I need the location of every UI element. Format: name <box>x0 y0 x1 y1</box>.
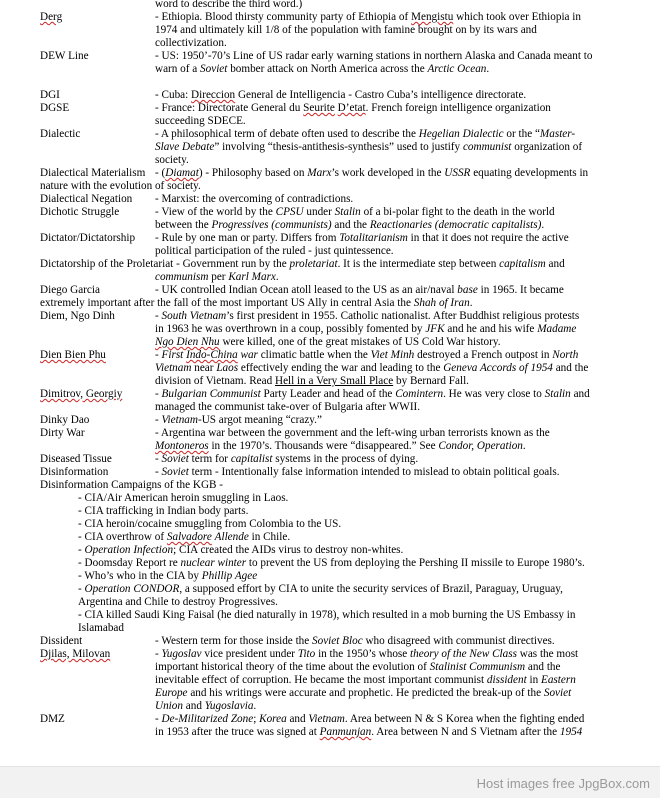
definition-text: collectivization. <box>155 37 227 49</box>
text-line <box>0 505 660 518</box>
text-line <box>0 726 660 739</box>
text-line <box>0 323 660 336</box>
glossary-term: Dictator/Dictatorship <box>40 232 136 244</box>
definition-text: Vietnam near Laos effectively ending the war and leading to the Geneva Accords of 1954 and the <box>155 362 589 374</box>
definition-text: Union and Yugoslavia. <box>155 700 257 712</box>
definition-text: word to describe the third word.) <box>155 0 303 10</box>
text-line <box>0 583 660 596</box>
text-line <box>0 141 660 154</box>
text-line <box>0 180 660 193</box>
glossary-term: DGSE <box>40 102 70 114</box>
text-line <box>0 635 660 648</box>
text-line <box>0 674 660 687</box>
definition-text: managed the communist take-over of Bulgaria after WWII. <box>155 401 421 413</box>
glossary-term: Diseased Tissue <box>40 453 112 465</box>
text-line <box>0 570 660 583</box>
definition-text: Montoneros in the 1970’s. Thousands were “disappeared.” See Condor, Operation. <box>155 440 526 452</box>
text-line <box>0 375 660 388</box>
text-line <box>0 466 660 479</box>
definition-text: political participation of the ruled - just quintessence. <box>155 245 394 257</box>
definition-text: - First Indo-China war climatic battle when the Viet Minh destroyed a French outpost in North <box>155 349 579 361</box>
text-line <box>0 362 660 375</box>
definition-text: in 1963 he was overthrown in a coup, possibly fomented by JFK and he and his wife Madame <box>155 323 577 335</box>
text-line <box>0 37 660 50</box>
glossary-term: Dirty War <box>40 427 85 439</box>
text-line <box>0 297 660 310</box>
definition-text: - Yugoslav vice president under Tito in the 1950’s whose theory of the New Class was the most <box>155 648 579 660</box>
definition-text: between the Progressives (communists) and the Reactionaries (democratic capitalists). <box>155 219 545 231</box>
definition-text: Islamabad <box>78 622 124 634</box>
text-line <box>0 414 660 427</box>
definition-text: - CIA/Air American heroin smuggling in Laos. <box>78 492 289 504</box>
definition-text: - South Vietnam’s first president in 1955. Catholic nationalist. After Buddhist religious protests <box>155 310 580 322</box>
text-line <box>0 388 660 401</box>
glossary-term: DMZ <box>40 713 65 725</box>
glossary-term: Djilas, Milovan <box>40 648 111 660</box>
glossary-term: Dissident <box>40 635 83 647</box>
footer-bar <box>0 766 660 798</box>
definition-text: inevitable effect of corruption. He became the most important communist dissident in Eastern <box>155 674 576 686</box>
definition-text: 1974 and ultimately kill 1/8 of the population with famine brought on by its wars and <box>155 24 537 36</box>
text-line <box>0 310 660 323</box>
text-line <box>0 427 660 440</box>
text-line <box>0 206 660 219</box>
definition-text: Dictatorship of the Proletariat - Government run by the proletariat. It is the intermediate step between capitalism and <box>40 258 565 270</box>
text-line <box>0 661 660 674</box>
text-line <box>0 531 660 544</box>
text-line <box>0 700 660 713</box>
definition-text: - Who’s who in the CIA by Phillip Agee <box>78 570 258 582</box>
definition-text: - Cuba: Direccion General de Intelligencia - Castro Cuba’s intelligence directorate. <box>155 89 527 101</box>
text-line <box>0 453 660 466</box>
definition-text: - Western term for those inside the Soviet Bloc who disagreed with communist directives. <box>155 635 555 647</box>
text-line <box>0 0 660 11</box>
text-line <box>0 102 660 115</box>
definition-text: division of Vietnam. Read Hell in a Very Small Place by Bernard Fall. <box>155 375 469 387</box>
definition-text: - Soviet term - Intentionally false information intended to mislead to obtain political goals. <box>155 466 560 478</box>
glossary-term: Diem, Ngo Dinh <box>40 310 115 322</box>
text-line <box>0 219 660 232</box>
text-line <box>0 128 660 141</box>
text-line <box>0 349 660 362</box>
definition-text: - Vietnam-US argot meaning “crazy.” <box>155 414 322 426</box>
definition-text: - Argentina war between the government and the left-wing urban terrorists known as the <box>155 427 550 439</box>
definition-text: - De-Militarized Zone; Korea and Vietnam. Area between N & S Korea when the fighting ended <box>155 713 585 725</box>
glossary-term: Diego Garcia <box>40 284 100 296</box>
text-line <box>0 401 660 414</box>
text-line <box>0 63 660 76</box>
definition-text: Argentina and Chile to destroy Progressives. <box>78 596 278 608</box>
text-line <box>0 596 660 609</box>
definition-text: Europe and his writings were accurate and prophetic. He predicted the break-up of the Soviet <box>155 687 572 699</box>
text-line <box>0 50 660 63</box>
definition-text: - (Diamat) - Philosophy based on Marx’s work developed in the USSR equating developments in <box>155 167 589 179</box>
text-line <box>0 167 660 180</box>
glossary-term: DEW Line <box>40 50 89 62</box>
definition-text: - CIA trafficking in Indian body parts. <box>78 505 249 517</box>
definition-text: nature with the evolution of society. <box>40 180 201 192</box>
text-line <box>0 284 660 297</box>
definition-text: - A philosophical term of debate often used to describe the Hegelian Dialectic or the “Master- <box>155 128 576 140</box>
text-line <box>0 336 660 349</box>
definition-text: - Ethiopia. Blood thirsty community party of Ethiopia of Mengistu which took over Ethiopia in <box>155 11 582 23</box>
definition-text: important historical theory of the time about the evolution of Stalinist Communism and the <box>155 661 561 673</box>
glossary-term: Dialectic <box>40 128 81 140</box>
footer-watermark[interactable]: Host images free JpgBox.com <box>476 776 650 791</box>
definition-text: - CIA heroin/cocaine smuggling from Colombia to the US. <box>78 518 342 530</box>
text-line <box>0 11 660 24</box>
text-line <box>0 24 660 37</box>
definition-text: warn of a Soviet bomber attack on North America across the Arctic Ocean. <box>155 63 490 75</box>
definition-text: - Doomsday Report re nuclear winter to prevent the US from deploying the Pershing II missile to Europe 1980’s. <box>78 557 585 569</box>
definition-text: communism per Karl Marx. <box>155 271 279 283</box>
definition-text: - France: Directorate General du Seurite D’etat. French foreign intelligence organization <box>155 102 551 114</box>
text-line <box>0 648 660 661</box>
glossary-term: Disinformation <box>40 466 109 478</box>
text-line <box>0 115 660 128</box>
text-line <box>0 713 660 726</box>
definition-text: society. <box>155 154 189 166</box>
glossary-term: Dinky Dao <box>40 414 90 426</box>
definition-text: Ngo Dien Nhu were killed, one of the great mistakes of US Cold War history. <box>155 336 501 348</box>
glossary-term: DGI <box>40 89 60 101</box>
glossary-term: Dialectical Materialism <box>40 167 146 179</box>
definition-text: - Bulgarian Communist Party Leader and head of the Comintern. He was very close to Stalin and <box>155 388 590 400</box>
text-line <box>0 622 660 635</box>
definition-text: - CIA killed Saudi King Faisal (he died naturally in 1978), which resulted in a mob burning the US Embassy in <box>78 609 576 621</box>
text-line <box>0 544 660 557</box>
text-line <box>0 258 660 271</box>
text-line <box>0 154 660 167</box>
definition-text: - Marxist: the overcoming of contradictions. <box>155 193 354 205</box>
definition-text: extremely important after the fall of the most important US Ally in central Asia the Shah of Iran. <box>40 297 473 309</box>
definition-text: Disinformation Campaigns of the KGB - <box>40 479 224 491</box>
glossary-term: Derg <box>40 11 63 23</box>
text-line <box>0 687 660 700</box>
text-line <box>0 609 660 622</box>
glossary-term: Dichotic Struggle <box>40 206 120 218</box>
text-line <box>0 245 660 258</box>
text-line <box>0 518 660 531</box>
definition-text: - US: 1950’-70’s Line of US radar early warning stations in northern Alaska and Canada meant to <box>155 50 593 62</box>
text-line <box>0 440 660 453</box>
definition-text: succeeding SDECE. <box>155 115 246 127</box>
glossary-term: Dimitrov, Georgiy <box>40 388 123 400</box>
text-line <box>0 479 660 492</box>
text-line <box>0 492 660 505</box>
definition-text: Slave Debate” involving “thesis-antithesis-synthesis” used to justify communist organization of <box>155 141 583 153</box>
text-line <box>0 271 660 284</box>
definition-text: - CIA overthrow of Salvadore Allende in Chile. <box>78 531 291 543</box>
definition-text: in 1953 after the truce was signed at Panmunjan. Area between N and S Vietnam after the 1954 <box>155 726 583 738</box>
definition-text: - Rule by one man or party. Differs from Totalitarianism in that it does not require the active <box>155 232 569 244</box>
definition-text: - View of the world by the CPSU under Stalin of a bi-polar fight to the death in the world <box>155 206 555 218</box>
definition-text: - Operation CONDOR, a supposed effort by CIA to unite the security services of Brazil, Paraguay, Uruguay, <box>78 583 563 595</box>
text-line <box>0 193 660 206</box>
definition-text: - Soviet term for capitalist systems in the process of dying. <box>155 453 419 465</box>
definition-text: - UK controlled Indian Ocean atoll leased to the US as an air/naval base in 1965. It became <box>155 284 564 296</box>
text-line <box>0 89 660 102</box>
definition-text: - Operation Infection; CIA created the AIDs virus to destroy non-whites. <box>78 544 404 556</box>
text-line <box>0 232 660 245</box>
text-line <box>0 557 660 570</box>
glossary-term: Dien Bien Phu <box>40 349 106 361</box>
glossary-term: Dialectical Negation <box>40 193 133 205</box>
